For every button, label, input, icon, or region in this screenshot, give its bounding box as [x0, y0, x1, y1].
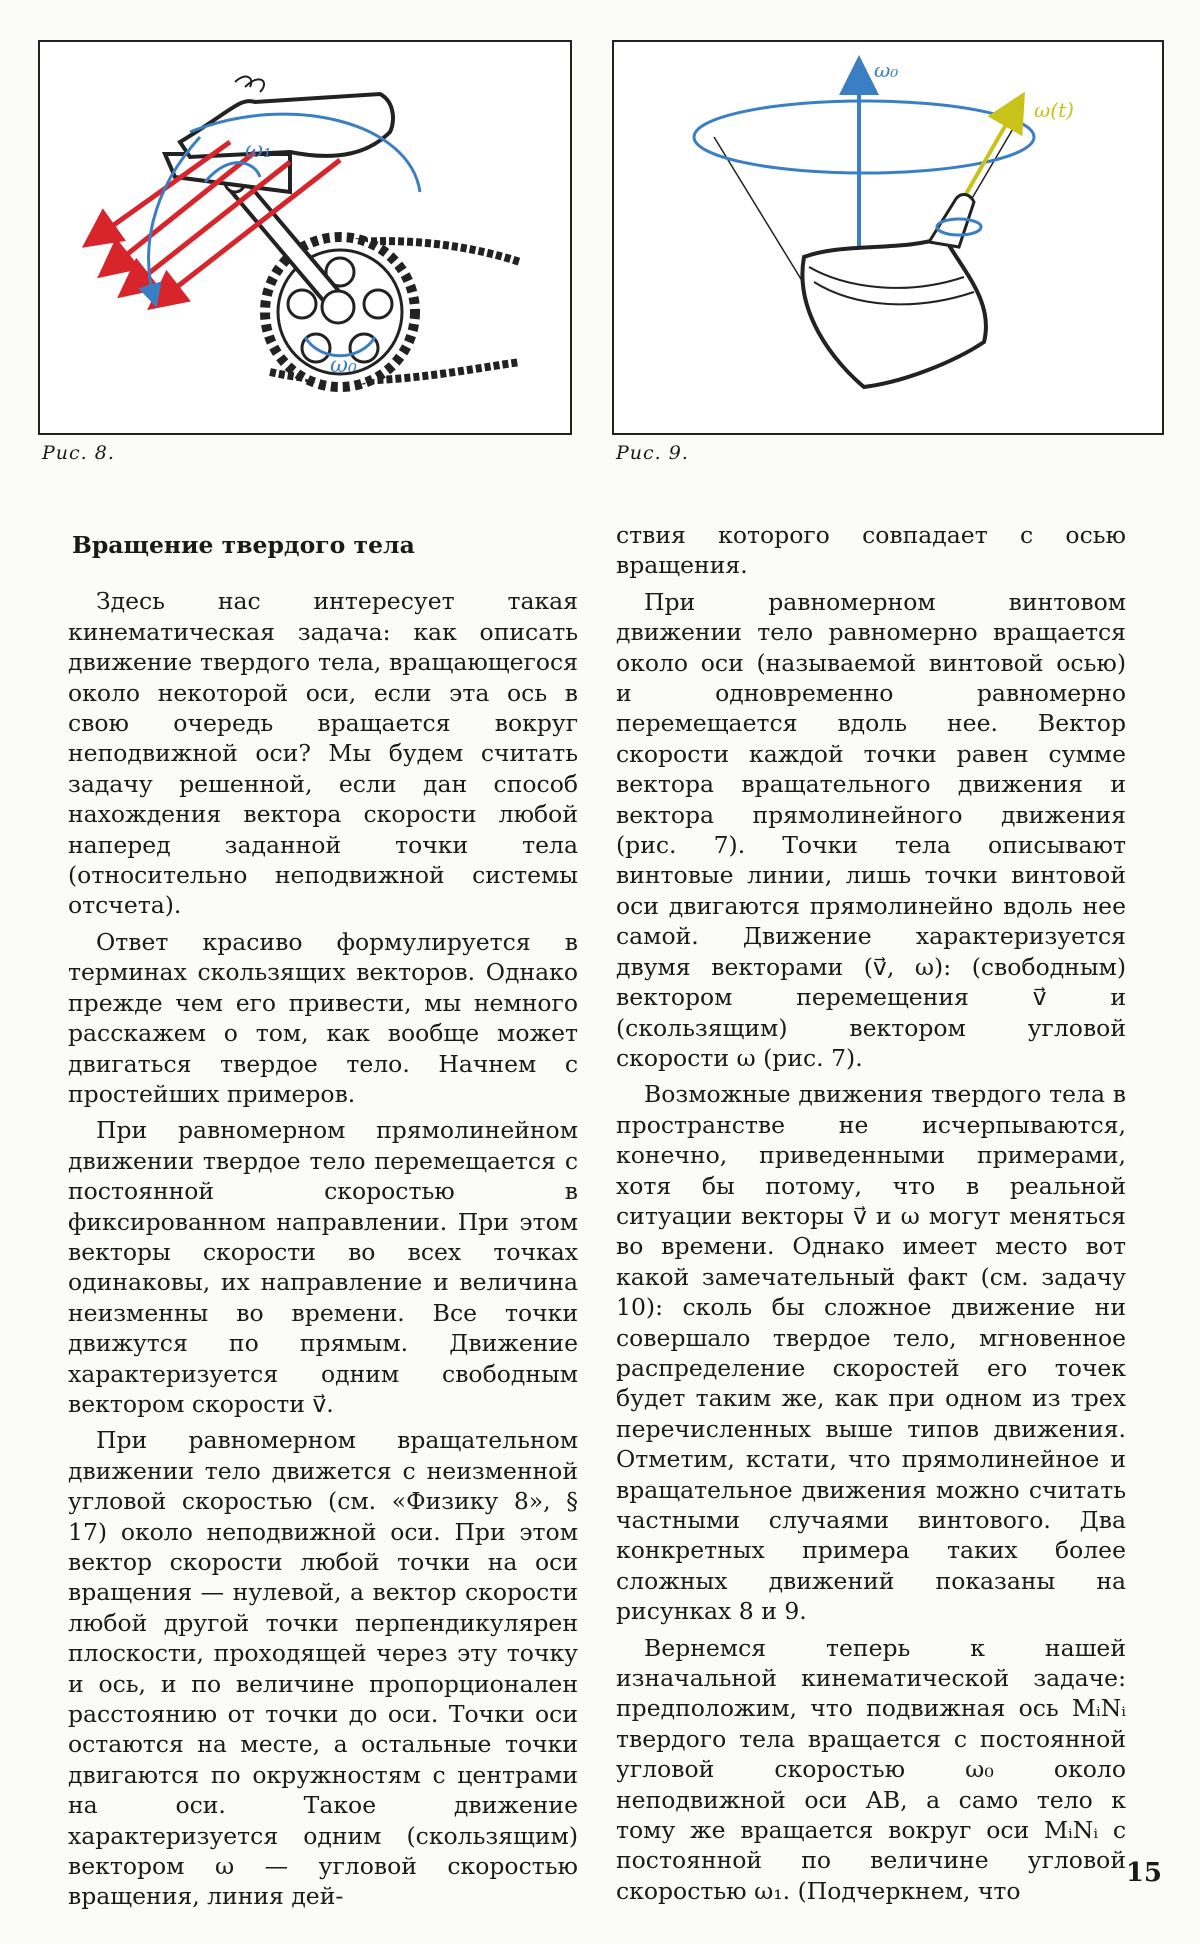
left-column	[68, 526, 578, 1912]
paragraph: Ответ красиво формулируется в терминах скользящих векторов. Однако прежде чем его привести, мы немного расскажем о том, как вообще может двигаться твердое тело. Начнем с простейших примеров.	[68, 927, 578, 1108]
figure-9	[612, 40, 1164, 435]
paragraph: При равномерном вращательном движении тело движется с неизменной угловой скоростью (см. «Физику 8», § 17) около неподвижной оси. При этом вектор скорости любой точки на оси вращения — нулевой, а вектор скорости любой другой точки перпендикулярен плоскости, проходящей через эту точку и ось, и по величине пропорционален расстоянию от точки до оси. Точки оси остаются на месте, а остальные точки двигаются по окружностям с центрами на оси. Такое движение характеризуется одним (скользящим) вектором ω — угловой скоростью вращения, линия дей-	[68, 1426, 578, 1911]
omega1-label: ω₁	[245, 138, 272, 163]
paragraph: Вернемся теперь к нашей изначальной кинематической задаче: предположим, что подвижная ось MᵢNᵢ твердого тела вращается с постоянной угловой скоростью ω₀ около неподвижной оси AB, а само тело к тому же вращается вокруг оси MᵢNᵢ с постоянной по величине угловой скоростью ω₁. (Подчеркнем, что	[616, 1633, 1126, 1905]
paragraph: Здесь нас интересует такая кинематическая задача: как описать движение твердого тела, вращающегося около некоторой оси, если эта ось в свою очередь вращается вокруг неподвижной оси? Мы будем считать задачу решенной, если дан способ нахождения вектора скорости любой наперед заданной точки тела (относительно неподвижной системы отсчета).	[68, 587, 578, 920]
page-number: 15	[1125, 1858, 1162, 1888]
figure-9-caption: Рис. 9.	[616, 442, 689, 464]
omega-t-label: ω(t)	[1034, 98, 1074, 122]
omega0-label: ω₀	[330, 353, 357, 378]
paragraph: При равномерном винтовом движении тело равномерно вращается около оси (называемой винтовой осью) и одновременно равномерно перемещается вдоль нее. Вектор скорости каждой точки равен сумме вектора вращательного движения и вектора прямолинейного движения (рис. 7). Точки тела описывают винтовые линии, лишь точки винтовой оси двигаются прямолинейно вдоль нее самой. Движение характеризуется двумя векторами (v⃗, ω): (свободным) вектором перемещения v⃗ и (скользящим) вектором угловой скорости ω (рис. 7).	[616, 587, 1126, 1072]
figure-8	[38, 40, 572, 435]
figure-8-drawing	[40, 42, 570, 433]
omega0-label: ω₀	[874, 58, 899, 82]
figure-8-caption: Рис. 8.	[42, 442, 115, 464]
paragraph: При равномерном прямолинейном движении твердое тело перемещается с постоянной скоростью в фиксированном направлении. При этом векторы скорости во всех точках одинаковы, их направление и величина неизменны во времени. Все точки движутся по прямым. Движение характеризуется одним свободным вектором скорости v⃗.	[68, 1116, 578, 1418]
figure-9-drawing	[614, 42, 1162, 433]
right-column	[616, 520, 1126, 1906]
section-title: Вращение твердого тела	[72, 531, 415, 559]
paragraph: ствия которого совпадает с осью вращения.	[616, 521, 1126, 580]
paragraph: Возможные движения твердого тела в пространстве не исчерпываются, конечно, приведенными примерами, хотя бы потому, что в реальной ситуации векторы v⃗ и ω могут меняться во времени. Однако имеет место вот какой замечательный факт (см. задачу 10): сколь бы сложное движение ни совершало твердое тело, мгновенное распределение скоростей его точек будет таким же, как при одном из трех перечисленных выше типов движения. Отметим, кстати, что прямолинейное и вращательное движения можно считать частными случаями винтового. Два конкретных примера таких более сложных движений показаны на рисунках 8 и 9.	[616, 1080, 1126, 1626]
